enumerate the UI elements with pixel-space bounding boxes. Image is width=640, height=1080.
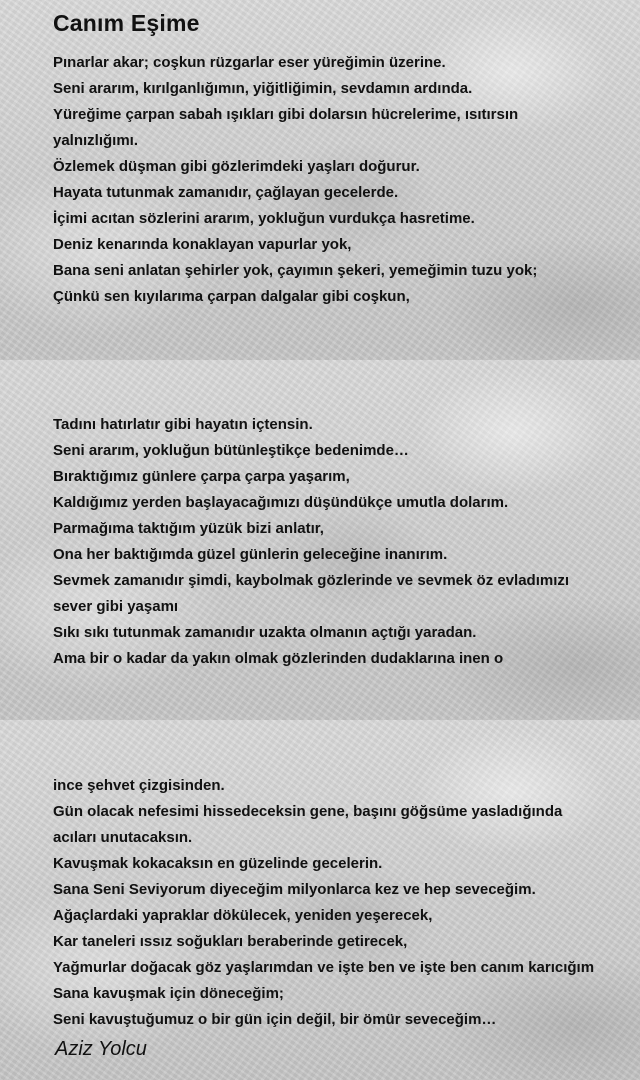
- poem-line: Yağmurlar doğacak göz yaşlarımdan ve işte ben ve işte ben canım karıcığım: [53, 959, 595, 976]
- poem-line: Kavuşmak kokacaksın en güzelinde gecelerin.: [53, 855, 383, 872]
- poem-author: Aziz Yolcu: [55, 1038, 147, 1060]
- poem-line: yalnızlığımı.: [53, 132, 139, 149]
- poem-panel-2: [0, 360, 640, 720]
- poem-line: Çünkü sen kıyılarıma çarpan dalgalar gibi coşkun,: [53, 288, 410, 305]
- poem-line: Seni kavuştuğumuz o bir gün için değil, bir ömür seveceğim…: [53, 1011, 497, 1028]
- poem-line: Bıraktığımız günlere çarpa çarpa yaşarım,: [53, 468, 350, 485]
- poem-line: ince şehvet çizgisinden.: [53, 777, 225, 794]
- poem-line: Sana kavuşmak için döneceğim;: [53, 985, 284, 1002]
- poem-line: Sana Seni Seviyorum diyeceğim milyonlarca kez ve hep seveceğim.: [53, 881, 536, 898]
- poem-line: Bana seni anlatan şehirler yok, çayımın şekeri, yemeğimin tuzu yok;: [53, 262, 538, 279]
- poem-line: Seni ararım, yokluğun bütünleştikçe bedenimde…: [53, 442, 409, 459]
- poem-line: Özlemek düşman gibi gözlerimdeki yaşları doğurur.: [53, 158, 420, 175]
- poem-panel-1: [0, 0, 640, 360]
- poem-line: Seni ararım, kırılganlığımın, yiğitliğimin, sevdamın ardında.: [53, 80, 473, 97]
- poem-line: Kaldığımız yerden başlayacağımızı düşündükçe umutla dolarım.: [53, 494, 509, 511]
- poem-line: Ağaçlardaki yapraklar dökülecek, yeniden yeşerecek,: [53, 907, 433, 924]
- poem-line: İçimi acıtan sözlerini ararım, yokluğun vurdukça hasretime.: [53, 210, 475, 227]
- poem-line: Parmağıma taktığım yüzük bizi anlatır,: [53, 520, 324, 537]
- poem-line: Kar taneleri ıssız soğukları beraberinde getirecek,: [53, 933, 408, 950]
- poem-panel-3: [0, 720, 640, 1080]
- poem-line: Ama bir o kadar da yakın olmak gözlerinden dudaklarına inen o: [53, 650, 504, 667]
- poem-title: Canım Eşime: [53, 10, 200, 36]
- stanza-2: [53, 412, 636, 672]
- stanza-3: [53, 773, 636, 1033]
- poem-line: sever gibi yaşamı: [53, 598, 179, 615]
- poem-line: Hayata tutunmak zamanıdır, çağlayan gecelerde.: [53, 184, 399, 201]
- poem-line: acıları unutacaksın.: [53, 829, 193, 846]
- poem-line: Pınarlar akar; coşkun rüzgarlar eser yüreğimin üzerine.: [53, 54, 446, 71]
- stanza-1: [53, 50, 636, 310]
- poem-line: Gün olacak nefesimi hissedeceksin gene, başını göğsüme yasladığında: [53, 803, 563, 820]
- poem-line: Yüreğime çarpan sabah ışıkları gibi dolarsın hücrelerime, ısıtırsın: [53, 106, 519, 123]
- poem-line: Sevmek zamanıdır şimdi, kaybolmak gözlerinde ve sevmek öz evladımızı: [53, 572, 570, 589]
- poem-line: Sıkı sıkı tutunmak zamanıdır uzakta olmanın açtığı yaradan.: [53, 624, 477, 641]
- poem-line: Ona her baktığımda güzel günlerin geleceğine inanırım.: [53, 546, 448, 563]
- poem-line: Deniz kenarında konaklayan vapurlar yok,: [53, 236, 352, 253]
- poem-line: Tadını hatırlatır gibi hayatın içtensin.: [53, 416, 313, 433]
